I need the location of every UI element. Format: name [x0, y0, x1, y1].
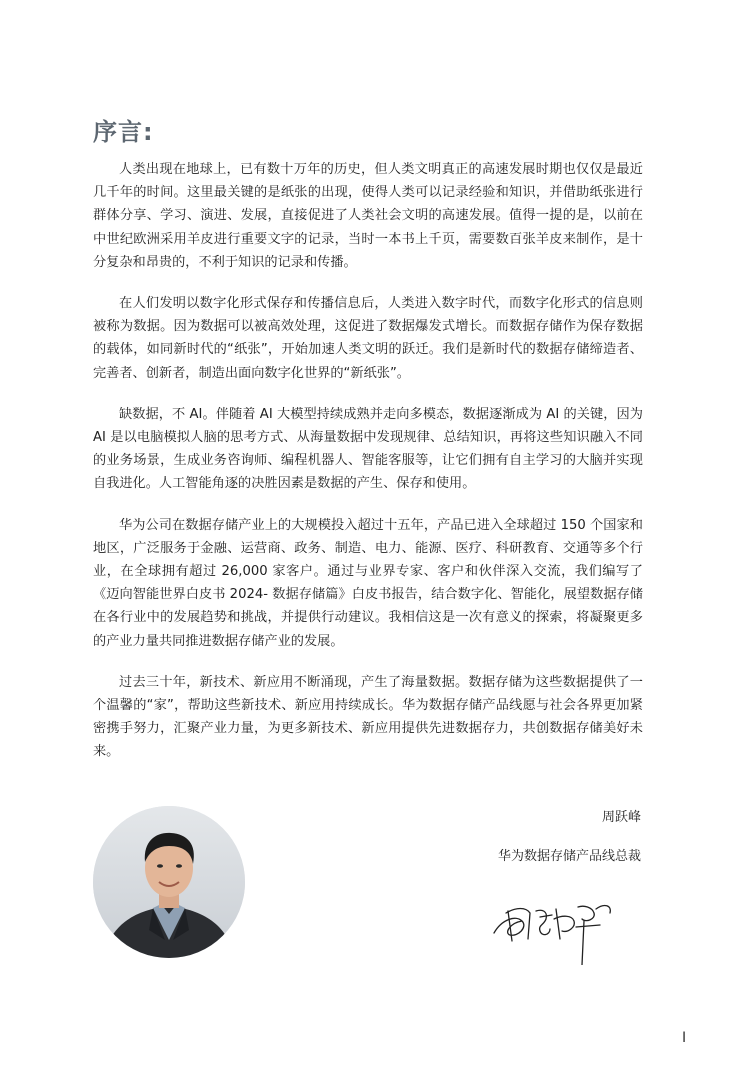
handwritten-signature [488, 875, 618, 965]
paragraph: 缺数据，不 AI。伴随着 AI 大模型持续成熟并走向多模态，数据逐渐成为 AI 的关键，因为 AI 是以电脑模拟人脑的思考方式、从海量数据中发现规律、总结知识，再将这些知识融入不同的业务场景，生成业务咨询师、编程机器人、智能客服等，让它们拥有自主学习的大脑并实现自我进化。人工智能角逐的决胜因素是数据的产生、保存和使用。 [93, 406, 643, 492]
paragraph: 人类出现在地球上，已有数十万年的历史，但人类文明真正的高速发展时期也仅仅是最近几千年的时间。这里最关键的是纸张的出现，使得人类可以记录经验和知识，并借助纸张进行群体分享、学习、演进、发展，直接促进了人类社会文明的高速发展。值得一提的是，以前在中世纪欧洲采用羊皮进行重要文字的记录，当时一本书上千页，需要数百张羊皮来制作，是十分复杂和昂贵的，不利于知识的记录和传播。 [93, 162, 643, 270]
paragraph: 过去三十年，新技术、新应用不断涌现，产生了海量数据。数据存储为这些数据提供了一个温馨的“家”，帮助这些新技术、新应用持续成长。华为数据存储产品线愿与社会各界更加紧密携手努力，汇聚产业力量，为更多新技术、新应用提供先进数据存力，共创数据存储美好未来。 [93, 674, 643, 760]
signer-role: 华为数据存储产品线总裁 [497, 849, 641, 864]
preface-body [93, 158, 643, 782]
portrait-image [93, 806, 245, 958]
signer-name: 周跃峰 [601, 810, 641, 825]
paragraph: 华为公司在数据存储产业上的大规模投入超过十五年，产品已进入全球超过 150 个国家和地区，广泛服务于金融、运营商、政务、制造、电力、能源、医疗、科研教育、交通等多个行业，在全球拥有超过 26,000 家客户。通过与业界专家、客户和伙伴深入交流，我们编写了《迈向智能世界白皮书 2024- 数据存储篇》白皮书报告，结合数字化、智能化，展望数据存储在各行业中的发展趋势和挑战，并提供行动建议。我相信这是一次有意义的探索，将凝聚更多的产业力量共同推进数据存储产业的发展。 [93, 517, 643, 649]
page-title: 序言: [93, 118, 154, 146]
author-portrait [93, 806, 245, 958]
paragraph: 在人们发明以数字化形式保存和传播信息后，人类进入数字时代，而数字化形式的信息则被称为数据。因为数据可以被高效处理，这促进了数据爆发式增长。而数据存储作为保存数据的载体，如同新时代的“纸张”，开始加速人类文明的跃迁。我们是新时代的数据存储缔造者、完善者、创新者，制造出面向数字化世界的“新纸张”。 [93, 296, 643, 381]
page-number: I [682, 1030, 687, 1046]
